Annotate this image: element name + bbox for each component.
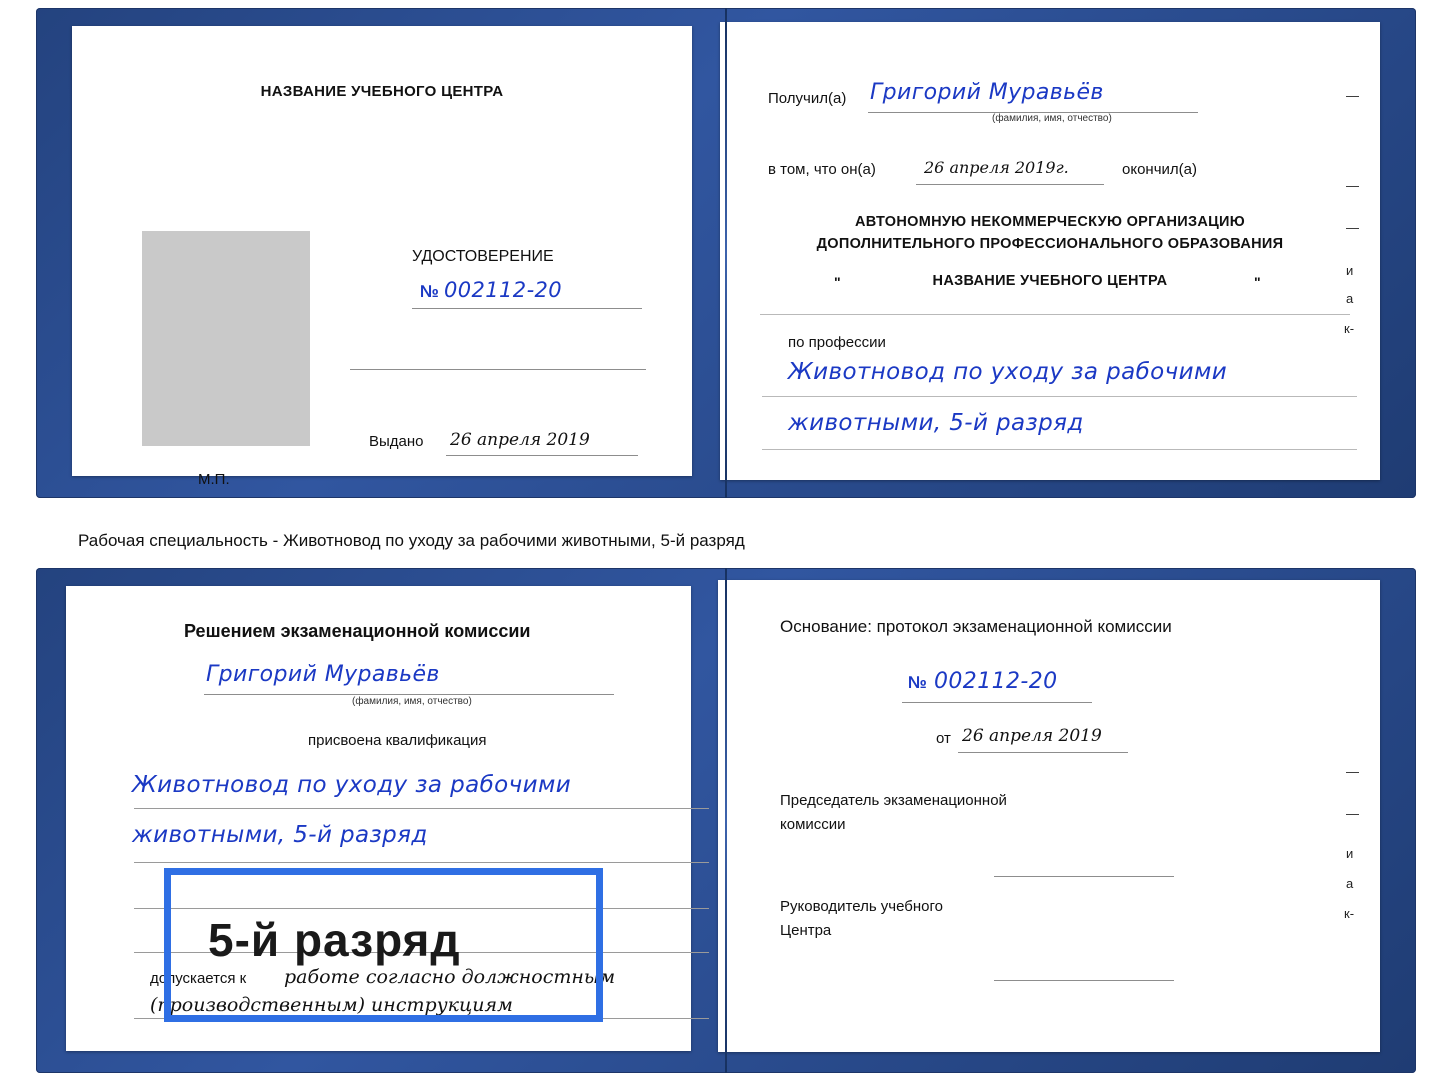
from-date: 26 апреля 2019 — [962, 726, 1102, 746]
rule-2 — [134, 862, 709, 863]
edge-mark-6: к- — [1344, 321, 1355, 336]
org-line-1: АВТОНОМНУЮ НЕКОММЕРЧЕСКУЮ ОРГАНИЗАЦИЮ — [854, 214, 1246, 230]
received-hint: (фамилия, имя, отчество) — [992, 113, 1112, 124]
profession-underline-1 — [762, 396, 1357, 397]
in-that-label: в том, что он(а) — [768, 161, 876, 178]
issued-label: Выдано — [369, 433, 424, 450]
date-underline — [916, 184, 1104, 185]
seal-label: М.П. — [198, 471, 230, 488]
page-caption: Рабочая специальность - Животновод по уходу за рабочими животными, 5-й разряд — [78, 531, 745, 550]
org-quote-close: " — [1254, 274, 1261, 290]
issued-underline — [446, 455, 638, 456]
org-quote-open: " — [834, 274, 841, 290]
chairman-signature-line — [994, 876, 1174, 877]
allowed-value-line-1: работе согласно должностным — [284, 966, 616, 988]
commission-title: Решением экзаменационной комиссии — [184, 621, 531, 641]
edge-mark-b3: и — [1346, 846, 1354, 861]
number-underline — [412, 308, 642, 309]
number-symbol: № — [420, 282, 439, 301]
profession-line-2: животными, 5-й разряд — [788, 410, 1084, 436]
protocol-number-underline — [902, 702, 1092, 703]
qualification-label: присвоена квалификация — [308, 732, 487, 749]
head-line-1: Руководитель учебного — [780, 898, 943, 915]
edge-mark-3: — — [1346, 220, 1359, 235]
document-number: 002112-20 — [444, 278, 563, 302]
from-underline — [958, 752, 1128, 753]
profession-label: по профессии — [788, 334, 886, 351]
chairman-line-2: комиссии — [780, 816, 846, 833]
qualification-line-1: Животновод по уходу за рабочими — [132, 772, 572, 798]
head-line-2: Центра — [780, 922, 832, 939]
certificate-book-top — [36, 8, 1416, 498]
profession-underline-2 — [762, 449, 1357, 450]
protocol-number: 002112-20 — [934, 669, 1058, 694]
highlight-text: 5-й разряд — [208, 914, 461, 966]
edge-mark-1: — — [1346, 88, 1359, 103]
allowed-label: допускается к — [150, 970, 247, 987]
org-line-2: ДОПОЛНИТЕЛЬНОГО ПРОФЕССИОНАЛЬНОГО ОБРАЗОВАНИЯ — [816, 236, 1284, 252]
basis-label: Основание: протокол экзаменационной комиссии — [780, 617, 1172, 636]
document-type: УДОСТОВЕРЕНИЕ — [412, 248, 554, 265]
issued-date: 26 апреля 2019 — [450, 430, 590, 450]
received-name: Григорий Муравьёв — [870, 80, 1104, 105]
photo-placeholder — [142, 231, 310, 446]
graduate-name: Григорий Муравьёв — [206, 662, 440, 687]
graduate-name-underline — [204, 694, 614, 695]
rule-1 — [134, 808, 709, 809]
edge-mark-b1: — — [1346, 764, 1359, 779]
head-signature-line — [994, 980, 1174, 981]
qualification-line-2: животными, 5-й разряд — [132, 822, 428, 848]
chairman-line-1: Председатель экзаменационной — [780, 792, 1007, 809]
edge-mark-b4: а — [1346, 876, 1354, 891]
top-right-page — [720, 22, 1380, 480]
edge-mark-b5: к- — [1344, 906, 1355, 921]
edge-mark-4: и — [1346, 263, 1354, 278]
org-underline — [760, 314, 1350, 315]
center-title: НАЗВАНИЕ УЧЕБНОГО ЦЕНТРА — [260, 83, 504, 100]
finished-label: окончил(а) — [1122, 161, 1197, 178]
protocol-number-symbol: № — [908, 673, 927, 692]
certificate-book-bottom — [36, 568, 1416, 1073]
edge-mark-5: а — [1346, 291, 1354, 306]
bottom-right-page — [718, 580, 1380, 1052]
from-label: от — [936, 730, 951, 747]
finish-date: 26 апреля 2019г. — [924, 158, 1069, 177]
profession-line-1: Животновод по уходу за рабочими — [788, 359, 1228, 385]
received-label: Получил(а) — [768, 90, 847, 107]
top-left-page — [72, 26, 692, 488]
edge-mark-b2: — — [1346, 806, 1359, 821]
org-name: НАЗВАНИЕ УЧЕБНОГО ЦЕНТРА — [932, 273, 1168, 289]
edge-mark-2: — — [1346, 178, 1359, 193]
blank-line-1 — [350, 369, 646, 370]
allowed-value-line-2: (производственным) инструкциям — [150, 994, 513, 1016]
graduate-name-hint: (фамилия, имя, отчество) — [352, 696, 472, 707]
